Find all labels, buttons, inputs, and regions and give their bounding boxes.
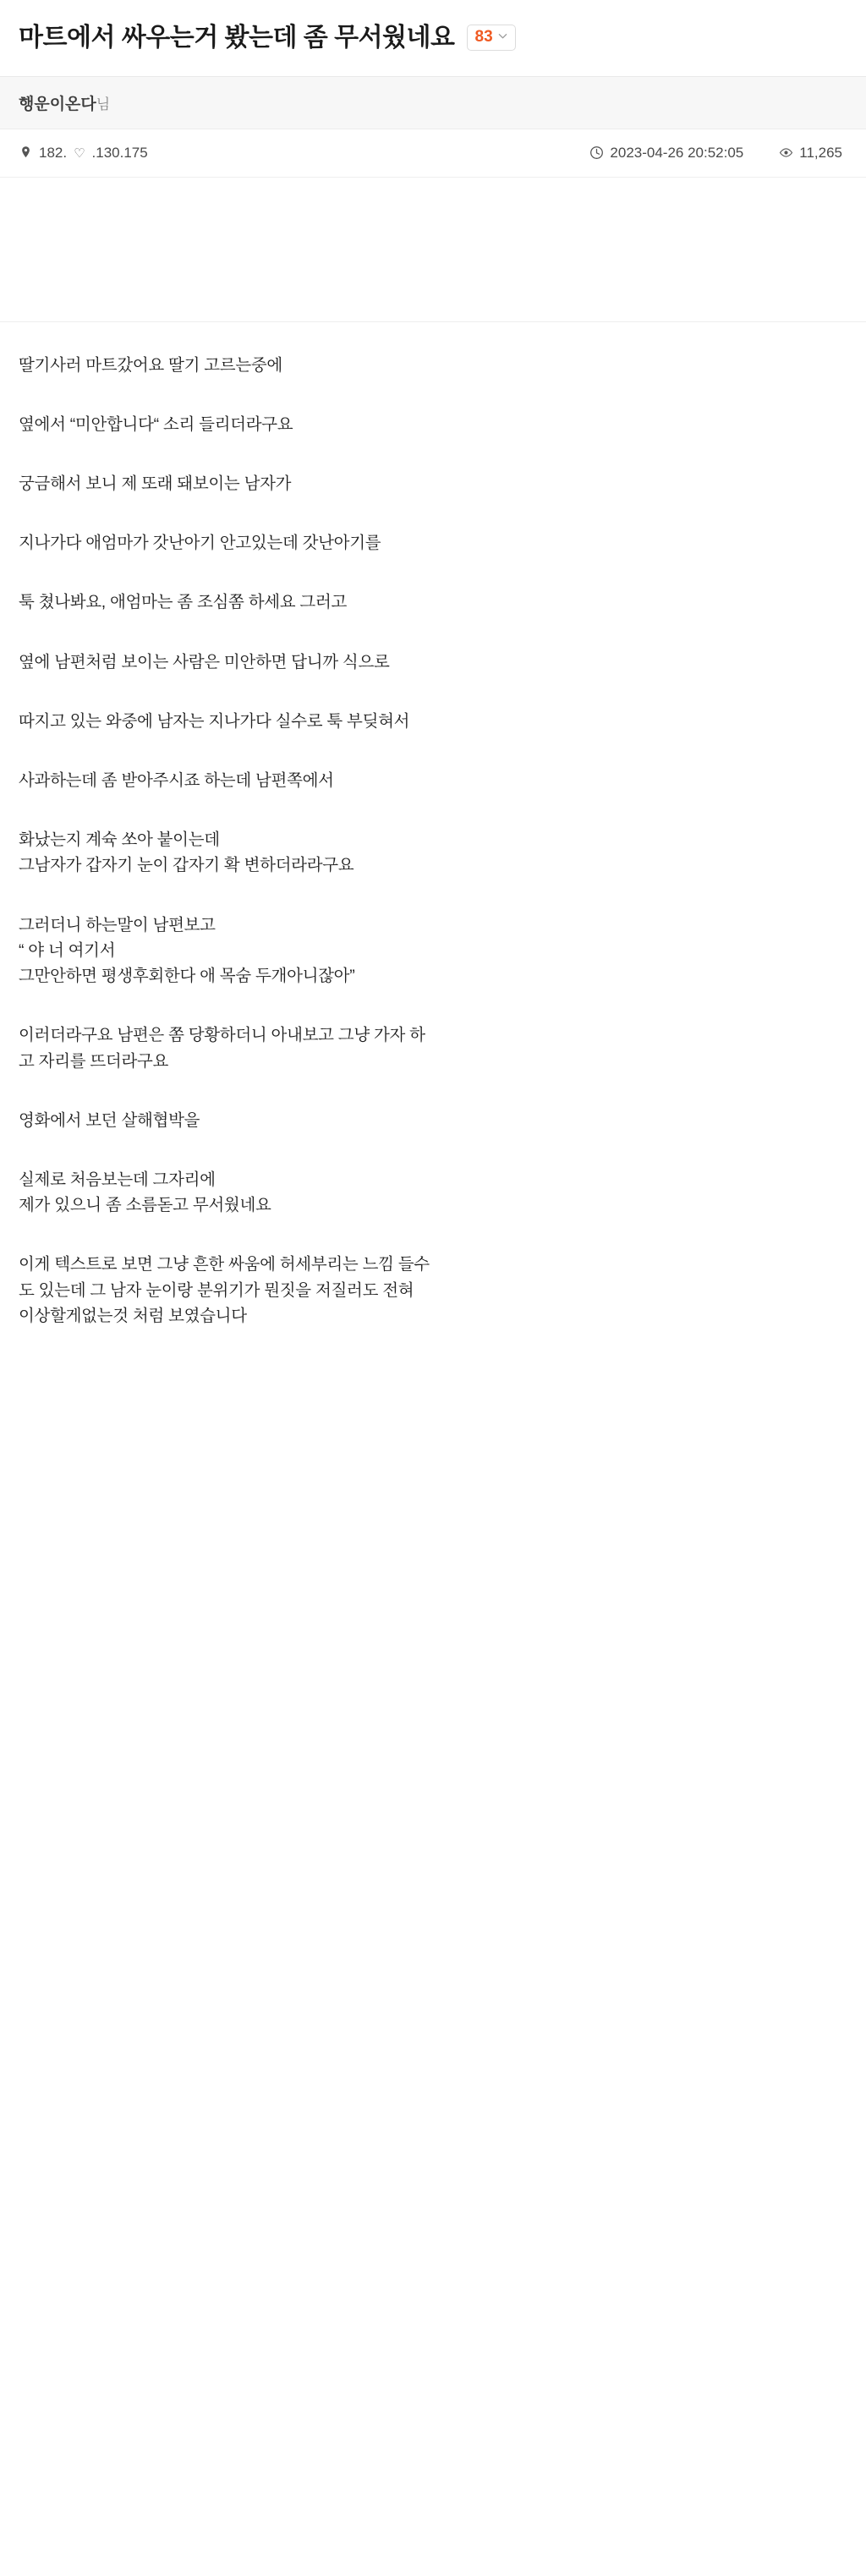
body-line: 이러더라구요 남편은 쫌 당황하더니 아내보고 그냥 가자 하 [19,1026,425,1045]
body-line: 실제로 처음보는데 그자리에 [19,1170,216,1189]
meta-views [779,145,842,162]
author-name-suffix: 님 [96,96,111,112]
body-paragraph [19,471,847,496]
body-paragraph [19,768,847,793]
eye-icon [779,145,793,160]
author-bar [0,77,866,129]
body-line: 따지고 있는 와중에 남자는 지나가다 실수로 툭 부딪혀서 [19,711,410,731]
body-paragraph [19,913,847,989]
body-paragraph [19,589,847,615]
meta-ip-address [19,145,148,162]
recommend-count-chip[interactable] [467,25,516,51]
author-name[interactable]: 행운이온다 [19,95,96,113]
post-meta [0,129,866,178]
page-title: 마트에서 싸우는거 봤는데 좀 무서웠네요 [19,24,455,52]
body-line: 화났는지 계슉 쏘아 붙이는데 [19,830,220,850]
meta-date-text: 2023-04-26 20:52:05 [610,144,744,161]
body-paragraph [19,649,847,675]
body-paragraph [19,1167,847,1218]
meta-date [589,145,743,162]
post-body [0,321,866,1363]
body-line: 사과하는데 좀 받아주시죠 하는데 남편쪽에서 [19,771,334,791]
heart-icon: ♡ [74,145,85,161]
recommend-count: 83 [474,28,493,47]
body-paragraph [19,412,847,437]
meta-views-count: 11,265 [799,144,842,161]
body-paragraph [19,709,847,734]
body-line: 옆에서 “미안합니다“ 소리 들리더라구요 [19,414,293,434]
body-paragraph [19,827,847,878]
body-line: 그남자가 갑자기 눈이 갑자기 확 변하더라라구요 [19,856,354,875]
body-line: 이상할게없는것 처럼 보였습니다 [19,1306,247,1325]
body-line: 고 자리를 뜨더라구요 [19,1051,169,1071]
clock-icon [589,145,604,160]
body-paragraph [19,1252,847,1329]
chevron-down-icon [498,31,507,41]
body-line: 그만안하면 평생후회한다 애 목숨 두개아니잖아” [19,967,355,986]
body-line: 지나가다 애엄마가 갓난아기 안고있는데 갓난아기를 [19,534,381,553]
meta-ip-prefix: 182. [39,144,68,161]
body-line: 도 있는데 그 남자 눈이랑 분위기가 뭔짓을 저질러도 전혀 [19,1280,414,1300]
body-paragraph [19,530,847,556]
body-line: 딸기사러 마트갔어요 딸기 고르는중에 [19,355,282,375]
body-line: 그러더니 하는말이 남편보고 [19,915,216,934]
meta-ip-suffix: .130.175 [91,144,148,161]
post-header [0,0,866,77]
body-line: 궁금해서 보니 제 또래 돼보이는 남자가 [19,474,292,493]
body-paragraph [19,1108,847,1133]
body-line: 이게 텍스트로 보면 그냥 흔한 싸움에 허세부리는 느낌 들수 [19,1255,430,1274]
body-paragraph [19,353,847,378]
body-line: 영화에서 보던 살해협박을 [19,1110,200,1130]
body-line: “ 야 너 여기서 [19,940,116,960]
body-paragraph [19,1022,847,1073]
body-line: 제가 있으니 좀 소름돋고 무서웠네요 [19,1196,271,1215]
body-line: 툭 쳤나봐요, 애엄마는 좀 조심쫌 하세요 그러고 [19,593,348,612]
body-line: 옆에 남편처럼 보이는 사람은 미안하면 답니까 식으로 [19,652,390,671]
post-media-placeholder [0,178,866,321]
location-pin-icon [19,145,33,160]
